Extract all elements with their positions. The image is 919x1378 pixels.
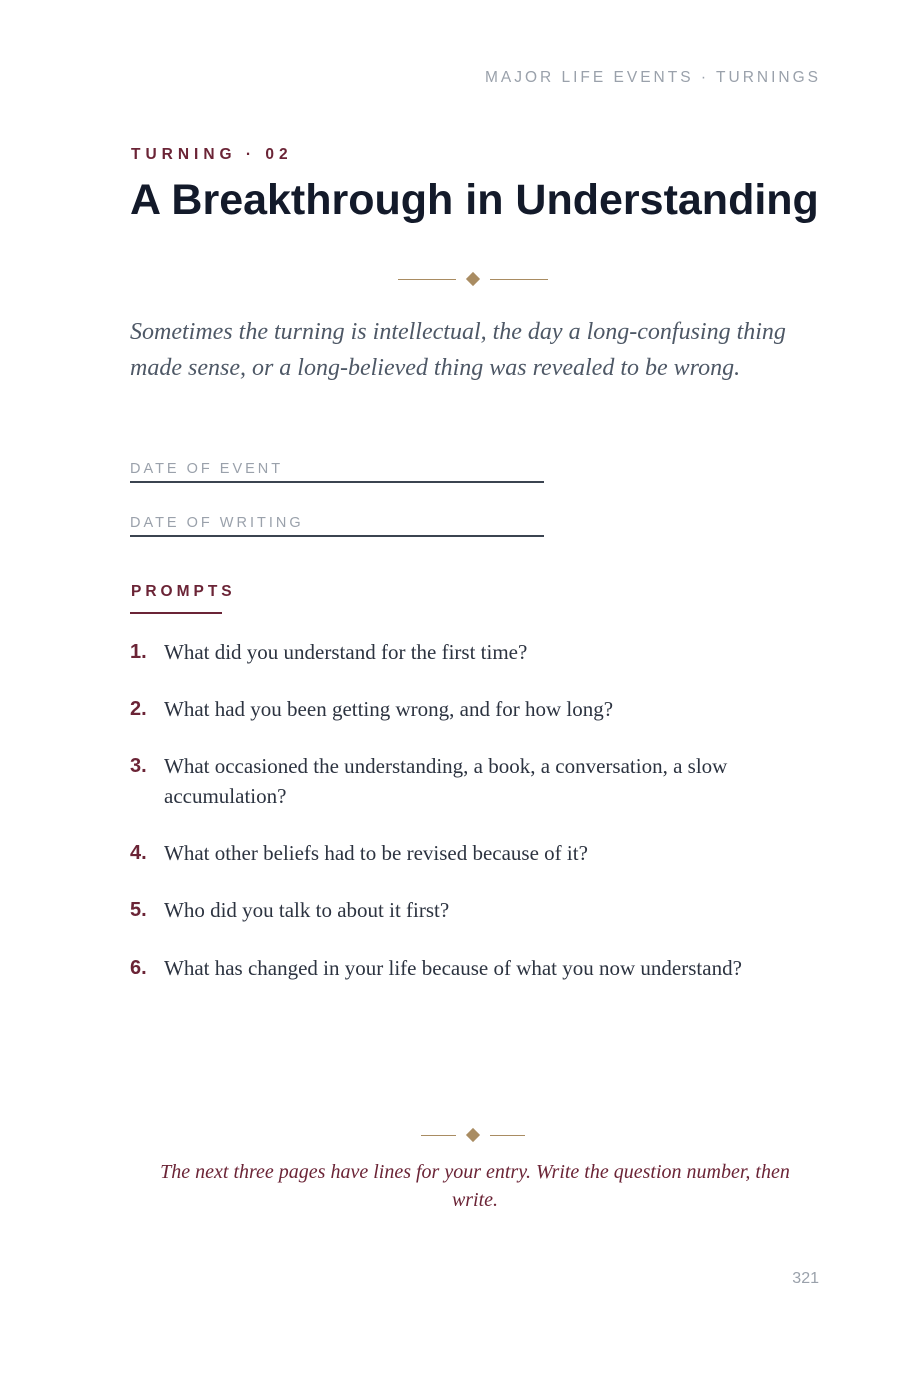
- prompt-number: 6.: [130, 957, 147, 979]
- ornament-rule: [490, 279, 548, 280]
- prompts-heading: PROMPTS: [131, 583, 236, 600]
- prompt-item-4: [130, 838, 770, 868]
- prompt-number: 4.: [130, 842, 147, 864]
- prompt-text: What occasioned the understanding, a book, a conversation, a slow accumulation?: [164, 754, 728, 808]
- running-head: MAJOR LIFE EVENTS · TURNINGS: [484, 69, 821, 86]
- prompt-text: What other beliefs had to be revised because of it?: [164, 841, 588, 865]
- prompt-item-5: [130, 895, 770, 925]
- diamond-icon: [466, 272, 480, 286]
- prompt-item-3: [130, 751, 770, 811]
- prompt-number: 2.: [130, 698, 147, 720]
- prompt-text: Who did you talk to about it first?: [164, 898, 450, 922]
- date-of-event-field[interactable]: [130, 461, 544, 483]
- date-of-writing-field[interactable]: [130, 515, 544, 537]
- ornament-rule: [490, 1135, 525, 1136]
- prompt-item-1: [130, 637, 770, 667]
- prompt-item-6: [130, 953, 770, 983]
- diamond-icon: [466, 1128, 480, 1142]
- prompt-number: 5.: [130, 899, 147, 921]
- page-title: A Breakthrough in Understanding: [130, 176, 819, 224]
- page-number: 321: [792, 1270, 819, 1287]
- prompt-text: What has changed in your life because of what you now understand?: [164, 956, 742, 980]
- turning-eyebrow: TURNING · 02: [131, 146, 293, 163]
- date-of-event-label: DATE OF EVENT: [130, 461, 284, 477]
- prompt-number: 3.: [130, 755, 147, 777]
- prompt-text: What did you understand for the first time?: [164, 640, 528, 664]
- prompt-text: What had you been getting wrong, and for how long?: [164, 697, 614, 721]
- ornament-divider-top: [398, 274, 548, 284]
- lede-paragraph: Sometimes the turning is intellectual, the day a long-confusing thing made sense, or a long-believed thing was revealed to be wrong.: [130, 319, 786, 381]
- ornament-divider-bottom: [421, 1130, 525, 1140]
- prompt-number: 1.: [130, 641, 147, 663]
- prompts-underline: [130, 612, 222, 614]
- ornament-rule: [421, 1135, 456, 1136]
- prompt-item-2: [130, 694, 770, 724]
- closing-note: The next three pages have lines for your entry. Write the question number, then write.: [160, 1161, 790, 1211]
- date-of-writing-label: DATE OF WRITING: [130, 515, 304, 531]
- ornament-rule: [398, 279, 456, 280]
